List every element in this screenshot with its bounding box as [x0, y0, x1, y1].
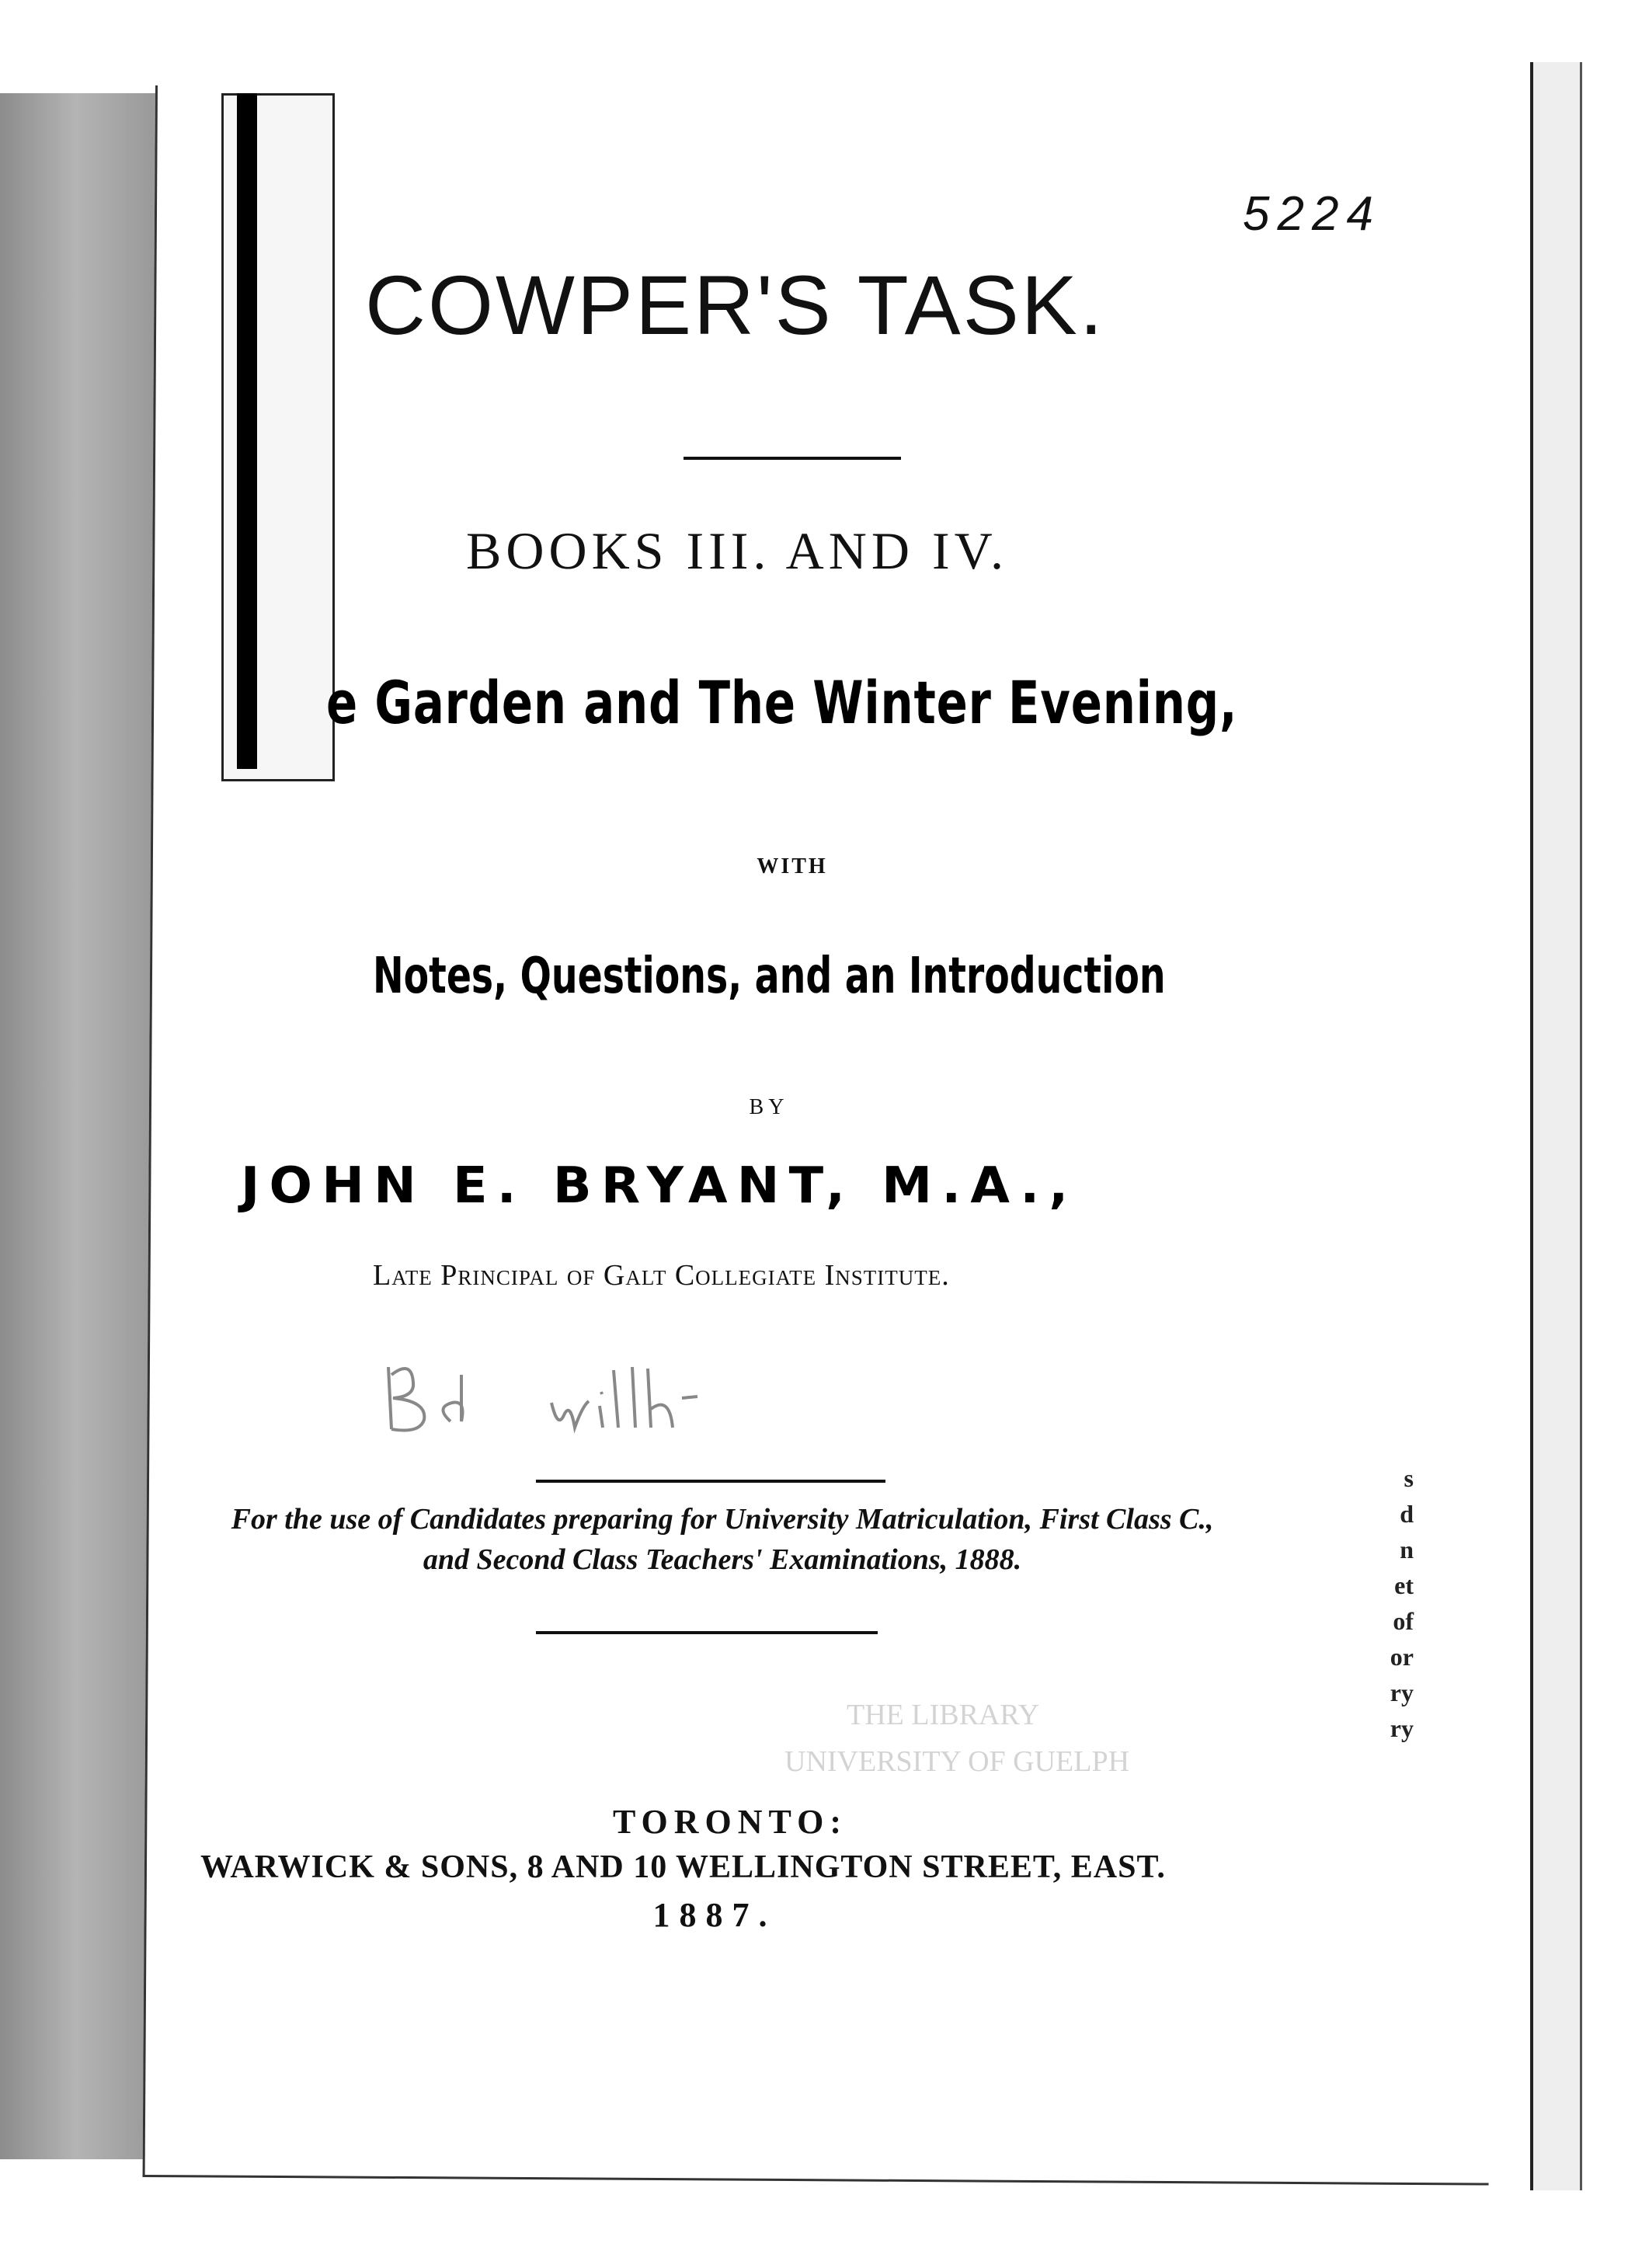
- fragment: ry: [1390, 1714, 1414, 1742]
- subtitle: e Garden and The Winter Evening,: [326, 668, 1238, 737]
- handwritten-note: [381, 1351, 816, 1445]
- fragment: s: [1404, 1464, 1414, 1492]
- stamp-line-2: UNIVERSITY OF GUELPH: [784, 1745, 1130, 1778]
- author-name: JOHN E. BRYANT, M.A.,: [241, 1157, 1078, 1215]
- fragment: ry: [1390, 1678, 1414, 1706]
- call-number: 5224: [1243, 187, 1381, 241]
- notes-line: Notes, Questions, and an Introduction: [373, 948, 1166, 1005]
- purpose-bottom-rule: [536, 1631, 878, 1634]
- fragment: et: [1394, 1571, 1414, 1599]
- books-line: BOOKS III. AND IV.: [466, 521, 1008, 580]
- imprint-publisher: WARWICK & SONS, 8 AND 10 WELLINGTON STREET, EAST.: [200, 1849, 1166, 1885]
- library-stamp: [777, 1685, 1165, 1802]
- fragment: n: [1400, 1536, 1414, 1564]
- stamp-line-1: THE LIBRARY: [847, 1699, 1040, 1731]
- purpose-statement: For the use of Candidates preparing for University Matriculation, First Class C., and Second Class Teachers' Examinations, 1888.: [231, 1503, 1214, 1576]
- author-role: Late Principal of Galt Collegiate Institute.: [373, 1259, 950, 1292]
- purpose-top-rule: [536, 1480, 885, 1483]
- imprint-city: TORONTO:: [613, 1803, 847, 1841]
- by-label: BY: [749, 1095, 789, 1119]
- binding-mark: [237, 93, 257, 769]
- title-rule: [684, 457, 901, 460]
- fragment: of: [1393, 1607, 1414, 1635]
- book-title: COWPER'S TASK.: [365, 258, 1105, 352]
- fragment: or: [1390, 1643, 1414, 1671]
- back-page-edge: [1530, 62, 1582, 2190]
- imprint-year: 1887.: [652, 1896, 777, 1934]
- back-page-fragments: [1367, 1460, 1414, 1746]
- with-label: WITH: [757, 854, 828, 878]
- fragment: d: [1400, 1500, 1414, 1528]
